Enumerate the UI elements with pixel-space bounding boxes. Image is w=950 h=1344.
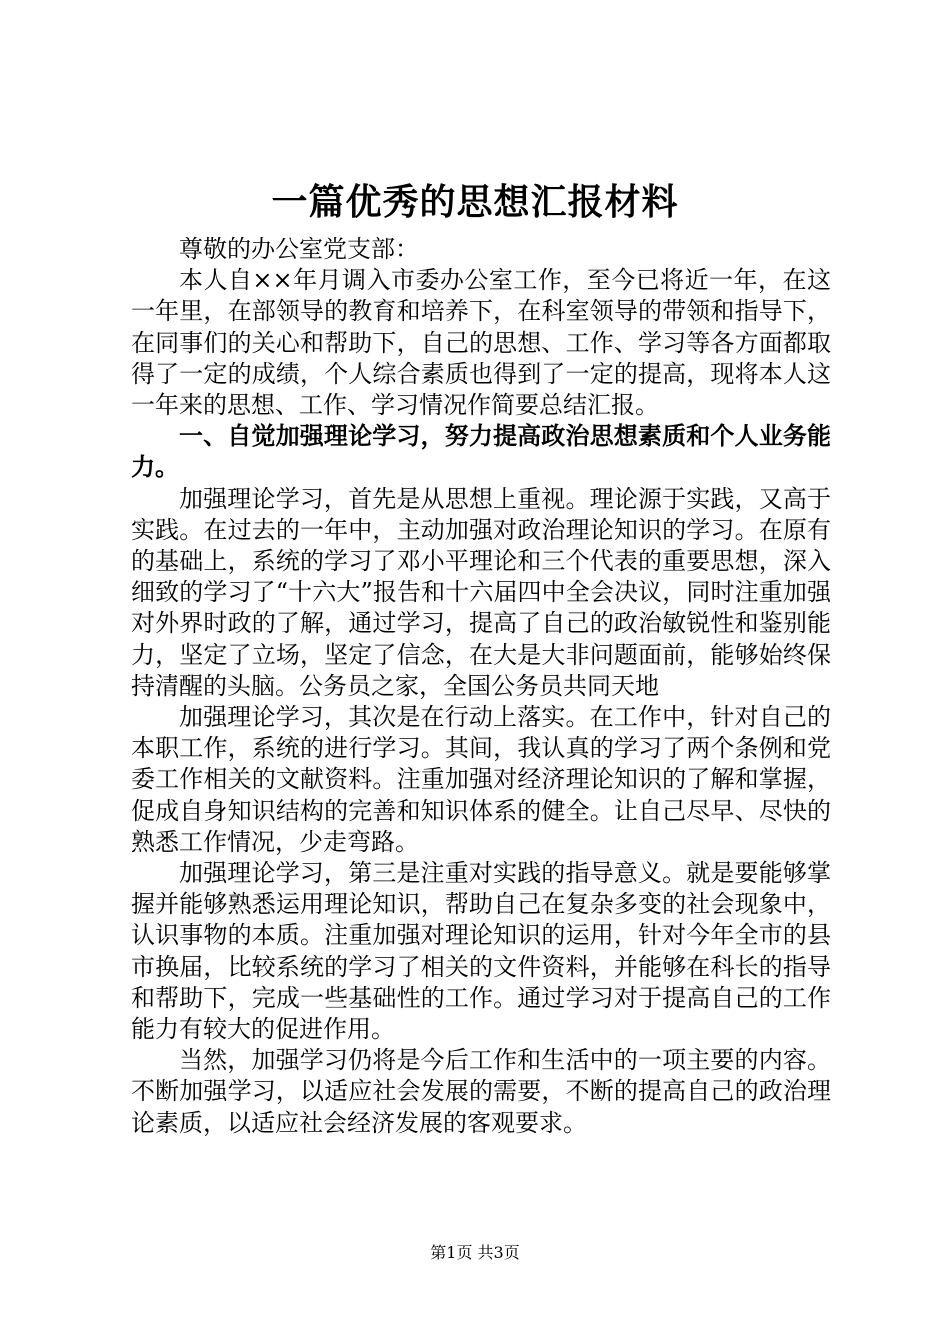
body-paragraph-3: 加强理论学习，第三是注重对实践的指导意义。就是要能够掌握并能够熟悉运用理论知识，帮助自己在复杂多变的社会现象中，认识事物的本质。注重加强对理论知识的运用，针对今年全市的县市换届，比较系统的学习了相关的文件资料，并能够在科长的指导和帮助下，完成一些基础性的工作。通过学习对于提高自己的工作能力有较大的促进作用。 [131,859,831,1044]
document-title: 一篇优秀的思想汇报材料 [271,181,679,223]
salutation: 尊敬的办公室党支部： [179,235,419,263]
document-body [131,234,831,1139]
section-heading: 一、自觉加强理论学习，努力提高政治思想素质和个人业务能力。 [131,422,831,482]
intro-paragraph: 本人自××年月调入市委办公室工作，至今已将近一年，在这一年里，在部领导的教育和培养下，在科室领导的带领和指导下，在同事们的关心和帮助下，自己的思想、工作、学习等各方面都取得了一定的成绩，个人综合素质也得到了一定的提高，现将本人这一年来的思想、工作、学习情况作简要总结汇报。 [131,266,831,420]
body-paragraph-2: 加强理论学习，其次是在行动上落实。在工作中，针对自己的本职工作，系统的进行学习。其间，我认真的学习了两个条例和党委工作相关的文献资料。注重加强对经济理论知识的了解和掌握，促成自身知识结构的完善和知识体系的健全。让自己尽早、尽快的熟悉工作情况，少走弯路。 [131,703,831,856]
page-number-footer: 第1页 共3页 [430,1243,520,1262]
body-paragraph-1: 加强理论学习，首先是从思想上重视。理论源于实践，又高于实践。在过去的一年中，主动加强对政治理论知识的学习。在原有的基础上，系统的学习了邓小平理论和三个代表的重要思想，深入细致的学习了“十六大”报告和十六届四中全会决议，同时注重加强对外界时政的了解，通过学习，提高了自己的政治敏锐性和鉴别能力，坚定了立场，坚定了信念，在大是大非问题面前，能够始终保持清醒的头脑。公务员之家，全国公务员共同天地 [131,484,831,700]
body-paragraph-4: 当然，加强学习仍将是今后工作和生活中的一项主要的内容。不断加强学习，以适应社会发展的需要，不断的提高自己的政治理论素质，以适应社会经济发展的客观要求。 [131,1046,831,1137]
